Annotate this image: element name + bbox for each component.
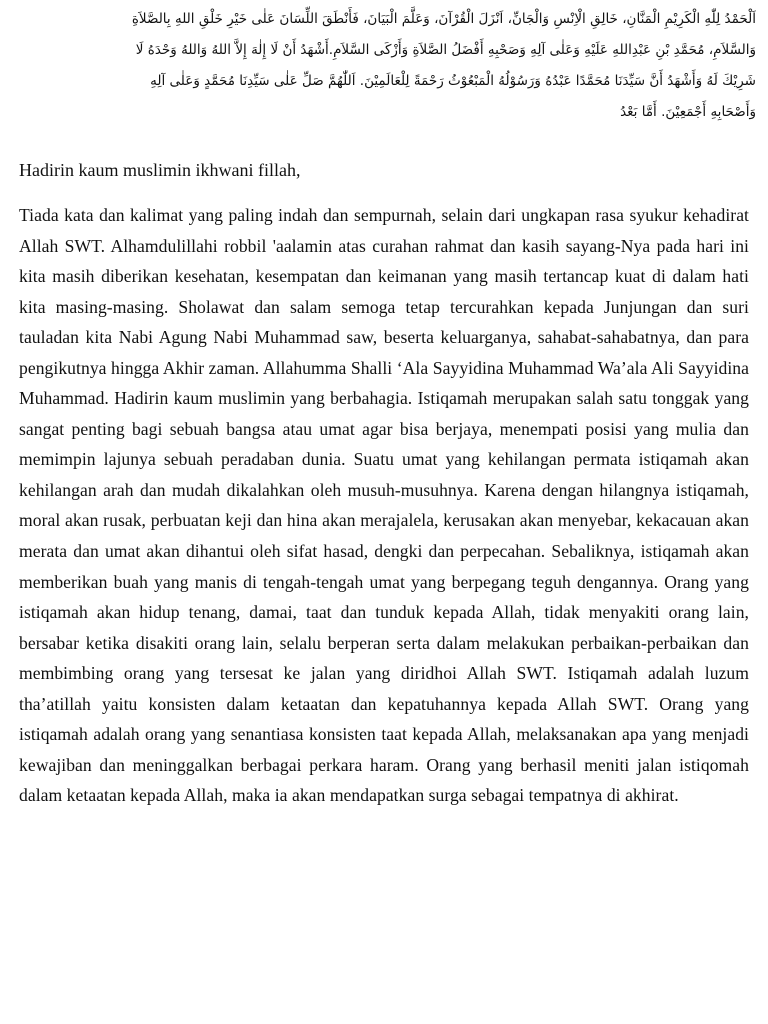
arabic-line-1: اَلْحَمْدُ لِلّٰهِ الْكَرِيْمِ الْمَنَّانِ، خَالِقِ الْاِنْسِ وَالْجَانِّ، اَنْزَلَ الْقُرْآنَ، وَعَلَّمَ الْبَيَانَ، فَأَنْطَقَ اللِّسَانَ عَلٰى خَيْرِ خَلْقِ اللهِ بِالصَّلاَةِ [131, 11, 756, 27]
sermon-body-paragraph: Tiada kata dan kalimat yang paling indah dan sempurnah, selain dari ungkapan rasa syukur kehadirat Allah SWT. Alhamdulillahi robbil 'aalamin atas curahan rahmat dan kasih sayang-Nya pada hari ini kita masih diberikan kesehatan, kesempatan dan keimanan yang masih tertancap kuat di dalam hati kita masing-masing. Sholawat dan salam semoga tetap tercurahkan kepada Junjungan dan suri tauladan kita Nabi Agung Nabi Muhammad saw, beserta keluarganya, sahabat-sahabatnya, dan para pengikutnya hingga Akhir zaman. Allahumma Shalli ‘Ala Sayyidina Muhammad Wa’ala Ali Sayyidina Muhammad. Hadirin kaum muslimin yang berbahagia. Istiqamah merupakan salah satu tonggak yang sangat penting bagi sebuah bangsa atau umat agar bisa berjaya, menempati posisi yang mulia dan memimpin lajunya sebuah peradaban dunia. Suatu umat yang kehilangan permata istiqamah akan kehilangan arah dan mudah dikalahkan oleh musuh-musuhnya. Karena dengan hilangnya istiqamah, moral akan rusak, perbuatan keji dan hina akan merajalela, kerusakan akan menyebar, kekacauan akan merata dan umat akan dihantui oleh sifat hasad, dengki dan perpecahan. Sebaliknya, istiqamah akan memberikan buah yang manis di tengah-tengah umat yang berpegang teguh dengannya. Orang yang istiqamah akan hidup tenang, damai, taat dan tunduk kepada Allah, tidak menyakiti orang lain, bersabar ketika disakiti orang lain, selalu berperan serta dalam melakukan perbaikan-perbaikan dan membimbing orang yang tersesat ke jalan yang diridhoi Allah SWT. Istiqamah adalah luzum tha’atillah yaitu konsisten dalam ketaatan dan kepatuhannya kepada Allah SWT. Orang yang istiqamah adalah orang yang senantiasa konsisten taat kepada Allah, melaksanakan apa yang menjadi kewajiban dan meninggalkan berbagai perkara haram. Orang yang berhasil meniti jalan istiqomah dalam ketaatan kepada Allah, maka ia akan mendapatkan surga sebagai tempatnya di akhirat. [19, 205, 749, 806]
arabic-opening-prayer [16, 4, 756, 128]
arabic-line-2: وَالسَّلاَمِ، مُحَمَّدِ بْنِ عَبْدِاللهِ عَلَيْهِ وَعَلٰى آلِهِ وَصَحْبِهِ أَفْضَلُ الصَّلاَةِ وَأَزْكَى السَّلاَمِ.أَشْهَدُ أَنْ لَا إِلٰهَ إِلاَّ اللهُ وَاللهُ وَحْدَهُ لَا [135, 42, 756, 58]
greeting-line: Hadirin kaum muslimin ikhwani fillah, [19, 160, 301, 180]
arabic-line-3: شَرِيْكَ لَهُ وَأَشْهَدُ أَنَّ سَيِّدَنَا مُحَمَّدًا عَبْدُهُ وَرَسُوْلُهُ الْمَبْعُوْثُ رَحْمَةً لِلْعَالَمِيْنَ. اَللّٰهُمَّ صَلِّ عَلٰى سَيِّدِنَا مُحَمَّدٍ وَعَلٰى آلِهِ [150, 73, 756, 89]
arabic-line-4: وَأَصْحَابِهِ أَجْمَعِيْنَ. أَمَّا بَعْدُ [620, 104, 756, 120]
